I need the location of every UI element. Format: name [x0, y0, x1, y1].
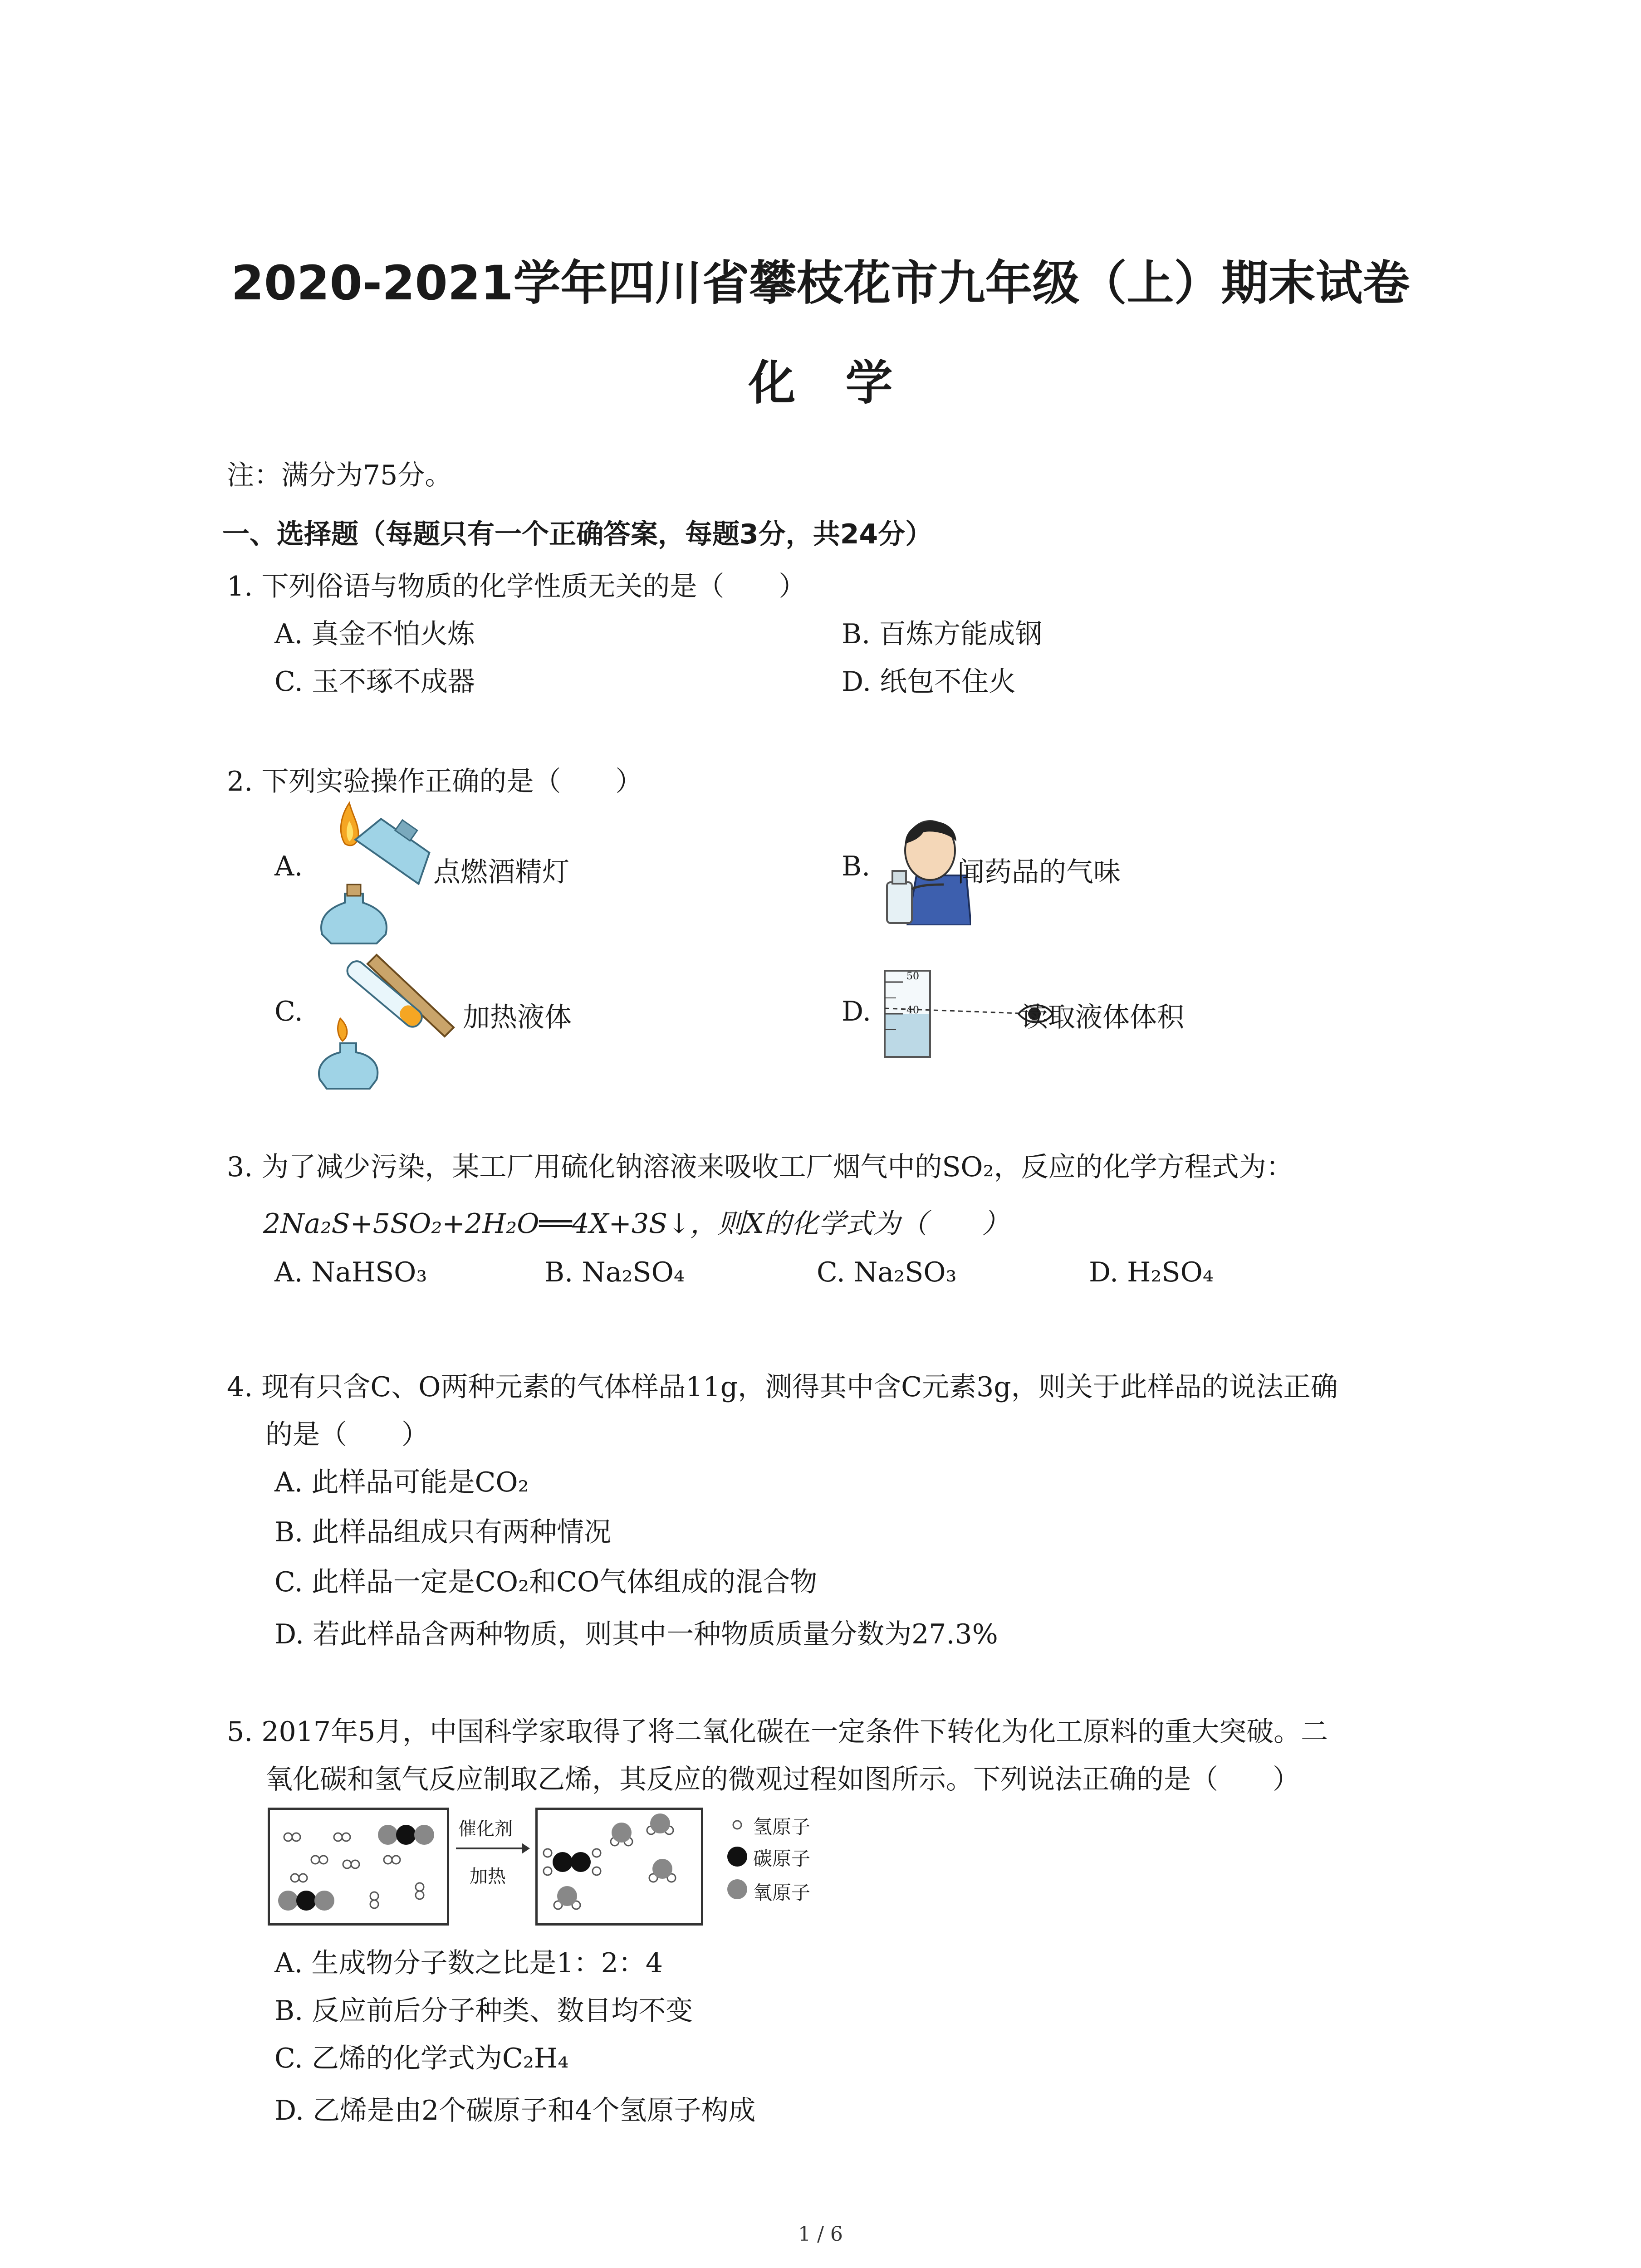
q4-stem-line2: 的是（ ）: [265, 1419, 429, 1451]
q5-option-a[interactable]: A. 生成物分子数之比是1：2：4: [274, 1947, 663, 1979]
legend-symbols: [726, 1817, 749, 1907]
q2-option-c-label: 加热液体: [463, 1002, 572, 1033]
cylinder-mark-40: 40: [906, 1005, 919, 1016]
q2-option-c-letter[interactable]: C.: [274, 996, 303, 1027]
reaction-arrow-icon: [454, 1839, 531, 1857]
heating-liquid-illustration: [313, 941, 467, 1091]
reactants-molecules: [270, 1810, 447, 1923]
cylinder-mark-50: 50: [906, 971, 919, 982]
q5-option-b[interactable]: B. 反应前后分子种类、数目均不变: [274, 1995, 693, 2027]
q1-option-a[interactable]: A. 真金不怕火炼: [274, 618, 475, 650]
q4-stem-line1: 4. 现有只含C、O两种元素的气体样品11g，测得其中含C元素3g，则关于此样品的说法正确: [227, 1371, 1338, 1403]
alcohol-lamp-ignite-illustration: [313, 798, 449, 948]
q5-stem-line1: 5. 2017年5月，中国科学家取得了将二氧化碳在一定条件下转化为化工原料的重大突破。二: [227, 1716, 1328, 1748]
products-molecules: [538, 1810, 701, 1923]
q3-equation: 2Na₂S+5SO₂+2H₂O══4X+3S↓，则X的化学式为（ ）: [263, 1208, 1009, 1240]
q2-option-b-letter[interactable]: B.: [842, 850, 871, 882]
q5-stem-line2: 氧化碳和氢气反应制取乙烯，其反应的微观过程如图所示。下列说法正确的是（ ）: [265, 1764, 1300, 1795]
q3-option-d[interactable]: D. H₂SO₄: [1089, 1256, 1214, 1288]
q2-option-b-label: 闻药品的气味: [957, 856, 1121, 888]
q3-option-a[interactable]: A. NaHSO₃: [274, 1256, 427, 1288]
q1-option-d[interactable]: D. 纸包不住火: [842, 666, 1016, 698]
q3-option-c[interactable]: C. Na₂SO₃: [817, 1256, 957, 1288]
legend-oxygen: 氧原子: [753, 1882, 811, 1904]
q5-option-d[interactable]: D. 乙烯是由2个碳原子和4个氢原子构成: [274, 2095, 756, 2126]
q3-option-b[interactable]: B. Na₂SO₄: [544, 1256, 685, 1288]
arrow-condition-heat: 加热: [470, 1866, 506, 1887]
q3-stem: 3. 为了减少污染，某工厂用硫化钠溶液来吸收工厂烟气中的SO₂，反应的化学方程式为：: [227, 1151, 1293, 1183]
q1-option-c[interactable]: C. 玉不琢不成器: [274, 666, 475, 698]
arrow-condition-catalyst: 催化剂: [458, 1818, 513, 1839]
q4-option-d[interactable]: D. 若此样品含两种物质，则其中一种物质质量分数为27.3%: [274, 1618, 998, 1650]
q2-stem: 2. 下列实验操作正确的是（ ）: [227, 766, 643, 797]
q4-option-c[interactable]: C. 此样品一定是CO₂和CO气体组成的混合物: [274, 1566, 818, 1598]
page-number: 1 / 6: [798, 2223, 843, 2246]
q1-option-b[interactable]: B. 百炼方能成钢: [842, 618, 1043, 650]
q2-option-d-letter[interactable]: D.: [842, 996, 872, 1027]
q2-option-a-label: 点燃酒精灯: [433, 856, 569, 888]
q4-option-a[interactable]: A. 此样品可能是CO₂: [274, 1466, 529, 1498]
legend-carbon: 碳原子: [753, 1848, 811, 1870]
q5-option-c[interactable]: C. 乙烯的化学式为C₂H₄: [274, 2043, 569, 2074]
exam-title: 2020-2021学年四川省攀枝花市九年级（上）期末试卷: [231, 255, 1410, 311]
subject-title: 化学: [748, 355, 943, 411]
section-heading: 一、选择题（每题只有一个正确答案，每题3分，共24分）: [222, 518, 933, 550]
q2-option-a-letter[interactable]: A.: [274, 850, 303, 882]
q1-stem: 1. 下列俗语与物质的化学性质无关的是（ ）: [227, 571, 806, 602]
score-note: 注：满分为75分。: [227, 459, 452, 491]
q2-option-d-label: 读取液体体积: [1021, 1002, 1184, 1033]
q4-option-b[interactable]: B. 此样品组成只有两种情况: [274, 1516, 612, 1548]
legend-hydrogen: 氢原子: [753, 1816, 811, 1838]
